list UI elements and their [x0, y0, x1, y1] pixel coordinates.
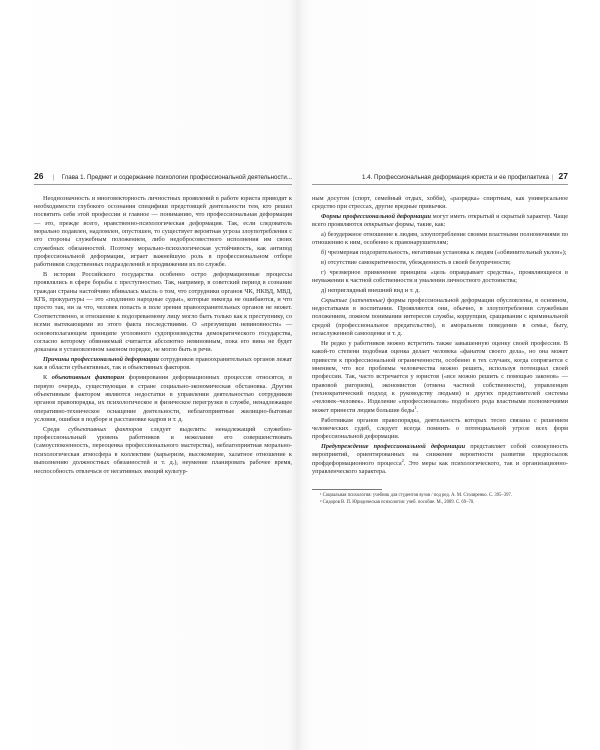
paragraph-lead: Формы профессиональной деформации: [321, 212, 431, 220]
paragraph-lead: Причины профессиональной деформации: [43, 356, 159, 364]
left-page: [34, 172, 292, 477]
paragraph: Не редко у работников можно встретить также завышенную оценку своей профессии. В какой-то степени подобная оценка делает человека «фанатом своего дела», но она может привести к профессиональной ограниченности, особенно в тех случаях, когда сопрягается с мнением, что все проблемы человечества можно решить, используя потенциал своей профессии. Так, часто встречается у юристов («все можно решить с помощью законов» — правовой ригоризм), экономистов (отмена частной собственности), управленцев (технократический подход к руководству людьми) и других представителей системы «человек–человек». Изделение «профессионалов» подобного рода властными полномочиями может принести людям большие беды$^1$.: [312, 340, 568, 414]
running-head-title: 1.4. Профессиональная деформация юриста и ее профилактика: [362, 174, 549, 181]
right-running-header: [312, 172, 568, 185]
paragraph-text: , такие, как:: [413, 221, 446, 229]
paragraph: В истории Российского государства особенно остро деформационные процессы проявлялись в сфере борьбы с преступностью. Так, например, в советский период в сознание граждан страны настойчиво вбивалась мысль о том, что сотрудники органов ЧК, НКВД, МВД, КГБ, прокуратуры — это «подлинно народные судьи», которые никогда не ошибаются, и что просто так, ни за что, человек попасть в поле зрения правоохранительных органов не может. Соответственно, и отношение к подозреваемому лицу могло быть только как к преступнику, со всеми вытекающими из этого факта последствиями. О «презумпции невиновности» — основополагающем принципе уголовного судопроизводства демократического государства, согласно которому обвиняемый считается абсолютно невиновным, пока его вина не будет доказана в установленном законом порядке, не могло быть и речи.: [34, 271, 292, 354]
paragraph: ным досугом (спорт, семейный отдых, хобби), «разрядка» спиртным, как универсальное средство при стрессах, другие вредные привычки.: [312, 194, 568, 210]
left-running-header: [34, 172, 292, 185]
page-number: 27: [558, 171, 568, 181]
paragraph-text: . Это меры как психологического, так и организационно-управленческого характера.: [312, 459, 568, 476]
list-item: б) чрезмерная подозрительность, негативная установка к людям («обвинительный уклон»);: [321, 249, 567, 257]
running-head-title: Глава 1. Предмет и содержание психологии профессиональной деятельности...: [61, 174, 292, 181]
header-divider: |: [551, 174, 554, 181]
paragraph-emphasis: Скрытые (латентные): [321, 296, 385, 304]
paragraph: [312, 213, 568, 230]
footnote-rule: [312, 489, 382, 490]
paragraph-text: формы профессиональной деформации обусловлены, в основном, недостатками в воспитании. Проявляются они, обычно, в злоупотреблении служебным положением, ложном понимании интересов службы, коррупции, сращивании с криминальной средой (профессиональное предательство), в аморальном поведении в семье, быту, незаслуженной самооценке и т. д.: [312, 296, 568, 338]
paragraph-text: сотрудников правоохранительных органов лежат как в области субъективных, так и объективных факторов.: [34, 356, 292, 372]
paragraph: [34, 426, 292, 476]
paragraph-emphasis: объективным факторам: [51, 374, 125, 382]
paragraph: [34, 374, 292, 424]
paragraph: [312, 297, 568, 339]
right-body-text: [312, 195, 568, 477]
page-number: 26: [34, 171, 44, 181]
paragraph: [34, 356, 292, 373]
paragraph-text: Среди: [43, 425, 69, 433]
paragraph-text: могут иметь открытый и скрытый характер. Чаще всего проявляются: [312, 212, 568, 229]
footnote-marker[interactable]: 1: [414, 404, 417, 410]
paragraph: [312, 443, 568, 476]
footnote: ¹ Социальная психология: учебник для студентов вузов / под ред. А. М. Столяренко. С. 395–397.: [320, 492, 512, 498]
paragraph-text: К: [43, 374, 52, 382]
list-item: г) чрезмерное применение принципа «цель оправдывает средства», проявляющееся в неуважении к частной собственности и умалении личностного достоинства;: [312, 268, 568, 285]
paragraph-emphasis: субъективных факторов: [68, 425, 143, 433]
footnotes: [312, 489, 568, 506]
list-item: д) неприглядный внешний вид и т. д.: [321, 286, 420, 294]
paragraph-lead: Предупреждение профессиональной деформации: [321, 443, 466, 451]
paragraph: Неоднозначность и многовекторность личностных проявлений в работе юриста приводят к необходимости глубокого осознания специфики предстоящей деятельности тем, кто решил посвятить себя этой профессии и главное — пониманию, что профессиональная деформация — это, прежде всего, нравственно-психологическая деформация. Так, если следователь морально подавлен, надломлен, опустошен, то существует вероятная угроза злоупотребления с его стороны служебным положением, либо недобросовестного исполнения им своих служебных обязанностей. Поэтому морально-психологическая устойчивость, как антипод профессиональной деформации, играет важнейшую роль в профессиональном отборе работников следственных подразделений и продвижении их по службе.: [34, 194, 292, 269]
paragraph-text: следует выделить: ненадлежащий служебно-профессиональный уровень работников и нежелание его совершенствовать (самоуспокоенность, переоценка профессионального мастерства), неблагоприятная морально-психологическая атмосфера в коллективе (карьеризм, высокомерие, халатное отношение к выполнению должностных обязанностей и т. д.), неумение планировать рабочее время, неспособность отвлечься от негативных эмоций культур-: [34, 425, 292, 475]
paragraph: Работникам органов правопорядка, деятельность которых тесно связана с решением человеческих судеб, следует всегда помнить о потенциальной угрозе всех форм профессиональной деформации.: [312, 416, 568, 441]
paragraph-text: формирования деформационных процессов относятся, в первую очередь, существующая в стране социально-экономическая обстановка. Другим объективным фактором являются недостатки в управлении деятельностью сотрудников органов правопорядка, их психологическое и физическое перегрузки в службе, ненадлежащее оперативно-техническое оснащение деятельности, неблагоприятные жилищно-бытовые условия, ошибки в подборе и расстановке кадров и т. д.: [34, 374, 292, 423]
list-item: а) безудержное отношение к людям, злоупотребление своими властными полномочиями по отношению к ним, особенно к правонарушителям;: [312, 230, 568, 247]
footnote-marker[interactable]: 2: [401, 457, 404, 463]
left-body-text: [34, 195, 292, 476]
header-divider: |: [52, 174, 55, 181]
paragraph-text: представляет собой совокупность мероприятий, ориентированных на снижение вероятности развития предпосылок профдеформационного процесса: [312, 443, 568, 467]
list-item: в) отсутствие самокритичности, убежденность в своей безупречности;: [321, 258, 511, 266]
paragraph-text: Не редко у работников можно встретить также завышенную оценку своей профессии. В какой-то степени подобная оценка делает человека «фанатом своего дела», но она может привести к профессиональной ограниченности, особенно в тех случаях, когда сопрягается с мнением, что все проблемы человечества можно решить, используя потенциал своей профессии. Так, часто встречается у юристов («все можно решить с помощью законов» — правовой ригоризм), экономистов (отмена частной собственности), управленцев (технократический подход к руководству людьми) и других представителей системы «человек–человек». Изделение «профессионалов» подобного рода властными полномочиями может принести людям большие беды: [312, 340, 568, 414]
paragraph-emphasis: открытые формы: [363, 221, 414, 229]
footnote: ² Сидоров В. П. Юридическая психология: учеб. пособие. М., 2009. С. 69–70.: [320, 499, 475, 505]
right-page: [312, 172, 568, 507]
